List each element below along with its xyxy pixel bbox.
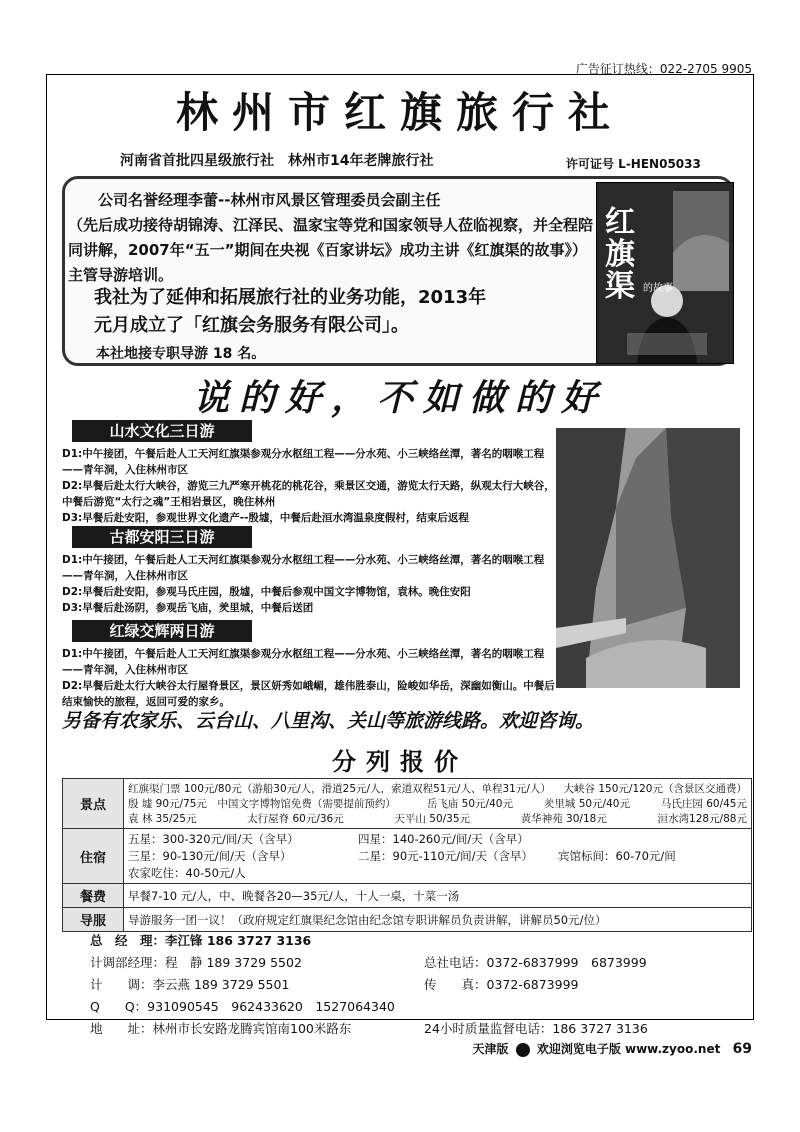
price-row-meals — [63, 884, 752, 908]
itinerary-day: D1:中午接团，午餐后赴人工天河红旗渠参观分水枢纽工程——分水苑、小三峡络丝潭，著名的咽喉工程——青年洞，入住林州市区 — [62, 448, 545, 476]
price-category: 餐费 — [63, 884, 124, 908]
slogan: 说的好，不如做的好 — [192, 377, 607, 419]
price-category: 导服 — [63, 908, 124, 932]
contact-info — [90, 930, 740, 1040]
itinerary-day: D1:中午接团，午餐后赴人工天河红旗渠参观分水枢纽工程——分水苑、小三峡络丝潭，著名的咽喉工程——青年洞，入住林州市区 — [62, 554, 545, 582]
tour-itinerary — [62, 646, 558, 710]
contact-gm: 总 经 理：李江锋 186 3727 3136 — [90, 933, 312, 948]
itinerary-day: D3:早餐后赴汤阴，参观岳飞庙，羑里城，中餐后送团 — [62, 602, 314, 614]
price-item: 岳飞庙 50元/40元 — [426, 798, 513, 810]
price-item: 农家吃住：40-50元/人 — [128, 866, 246, 880]
book-title: 红旗渠 — [605, 205, 635, 304]
price-item: 殷 墟 90元/75元 中国文字博物馆免费（需要提前预约） — [128, 798, 396, 810]
footer-edition: 天津版 — [472, 1042, 509, 1056]
canyon-photo-art — [556, 428, 740, 688]
extra-routes-note: 另备有农家乐、云台山、八里沟、关山等旅游线路。欢迎咨询。 — [62, 710, 595, 732]
price-item: 二星：90元-110元/间/天（含早） — [358, 849, 533, 863]
contact-deputy: 计调部经理：程 静 189 3729 5502 — [90, 955, 302, 970]
agency-title: 林州市红旗旅行社 — [175, 88, 624, 137]
itinerary-day: D1:中午接团，午餐后赴人工天河红旗渠参观分水枢纽工程——分水苑、小三峡络丝潭，著名的咽喉工程——青年洞，入住林州市区 — [62, 648, 545, 676]
itinerary-day: D3:早餐后赴安阳，参观世界文化遗产--殷墟，中餐后赴洹水湾温泉度假村，结束后返程 — [62, 512, 469, 524]
price-category: 住宿 — [63, 829, 124, 884]
price-row-lodging — [63, 829, 752, 884]
price-lodging — [124, 829, 752, 884]
footer-logo-icon — [516, 1043, 530, 1057]
price-item: 三星：90-130元/间/天（含早） — [128, 849, 292, 863]
tour-title: 红绿交辉两日游 — [72, 620, 252, 642]
price-item: 天平山 50/35元 — [394, 813, 471, 825]
book-subtitle: 的故事 — [643, 283, 673, 294]
itinerary-day: D2:早餐后赴安阳，参观马氏庄园，殷墟，中餐后参观中国文字博物馆，袁林。晚住安阳 — [62, 586, 471, 598]
page-number: 69 — [732, 1041, 752, 1057]
price-item: 宾馆标间：60-70元/间 — [558, 849, 676, 863]
price-item: 太行屋脊 60元/36元 — [247, 813, 344, 825]
intro-line-1: 公司名誉经理李蕾--林州市风景区管理委员会副主任 — [98, 191, 441, 209]
price-item: 袁 林 35/25元 — [128, 813, 197, 825]
price-attractions — [124, 779, 752, 829]
highlight-line-1: 我社为了延伸和拓展旅行社的业务功能，2013年 — [94, 287, 487, 308]
intro-line-2: （先后成功接待胡锦涛、江泽民、温家宝等党和国家领导人莅临视察，并全程陪同讲解，2007年“五一”期间在央视《百家讲坛》成功主讲《红旗渠的故事》）主管导游培训。 — [68, 216, 594, 284]
tour-title: 山水文化三日游 — [72, 420, 252, 442]
price-item: 大峡谷 150元/120元（含景区交通费） — [563, 783, 747, 795]
itinerary-day: D2:早餐后赴太行大峡谷，游览三九严寒开桃花的桃花谷，乘景区交通，游览太行天路，纵观太行大峡谷，中餐后游览“太行之魂”王相岩景区，晚住林州 — [62, 480, 555, 508]
price-title: 分列报价 — [332, 748, 468, 776]
license-number: 许可证号 L-HEN05033 — [566, 157, 701, 171]
price-item: 黄华神苑 30/18元 — [520, 813, 607, 825]
canyon-photo — [556, 428, 740, 688]
ad-hotline: 广告征订热线：022-2705 9905 — [575, 62, 752, 76]
contact-qq: Q Q：931090545 962433620 1527064340 — [90, 999, 395, 1014]
price-item: 马氏庄园 60/45元 — [660, 798, 747, 810]
page-footer — [440, 1040, 752, 1057]
tour-itinerary — [62, 446, 558, 526]
price-row-attractions — [63, 779, 752, 829]
price-table — [62, 778, 752, 932]
price-item: 红旗渠门票 100元/80元（游船30元/人，滑道25元/人，索道双程51元/人、单程31元/人） — [128, 783, 551, 795]
price-category: 景点 — [63, 779, 124, 829]
contact-hotline: 24小时质量监督电话：186 3727 3136 — [424, 1021, 648, 1036]
contact-fax: 传 真：0372-6873999 — [424, 977, 579, 992]
price-item: 四星：140-260元/间/天（含早） — [358, 832, 529, 846]
price-item: 洹水湾128元/88元 — [657, 813, 747, 825]
price-row-guide — [63, 908, 752, 932]
tour-itinerary — [62, 552, 558, 616]
agency-subtitle: 河南省首批四星级旅行社 林州市14年老牌旅行社 — [120, 153, 434, 169]
contact-tel: 总社电话：0372-6837999 6873999 — [424, 955, 647, 970]
price-item: 五星：300-320元/间/天（含早） — [128, 832, 299, 846]
book-cover-image — [596, 182, 734, 364]
price-item: 羑里城 50元/40元 — [543, 798, 630, 810]
footer-tagline: 欢迎浏览电子版 www.zyoo.net — [536, 1042, 721, 1056]
price-item: 导游服务一团一议！（政府规定红旗渠纪念馆由纪念馆专职讲解员负责讲解，讲解员50元/位） — [124, 908, 752, 932]
itinerary-day: D2:早餐后赴太行大峡谷太行屋脊景区，景区妍秀如峨嵋，雄伟胜泰山，险峻如华岳，深幽如衡山。中餐后结束愉快的旅程，返回可爱的家乡。 — [62, 680, 555, 708]
company-highlight — [94, 284, 594, 340]
highlight-line-2: 元月成立了「红旗会务服务有限公司」。 — [94, 315, 409, 336]
contact-planner: 计 调：李云燕 189 3729 5501 — [90, 977, 290, 992]
tour-title: 古都安阳三日游 — [72, 526, 252, 548]
intro-text — [68, 188, 594, 288]
price-item: 早餐7-10 元/人，中、晚餐各20—35元/人，十人一桌，十菜一汤 — [124, 884, 752, 908]
guides-count: 本社地接专职导游 18 名。 — [96, 346, 266, 362]
contact-address: 地 址：林州市长安路龙腾宾馆南100米路东 — [90, 1021, 352, 1036]
